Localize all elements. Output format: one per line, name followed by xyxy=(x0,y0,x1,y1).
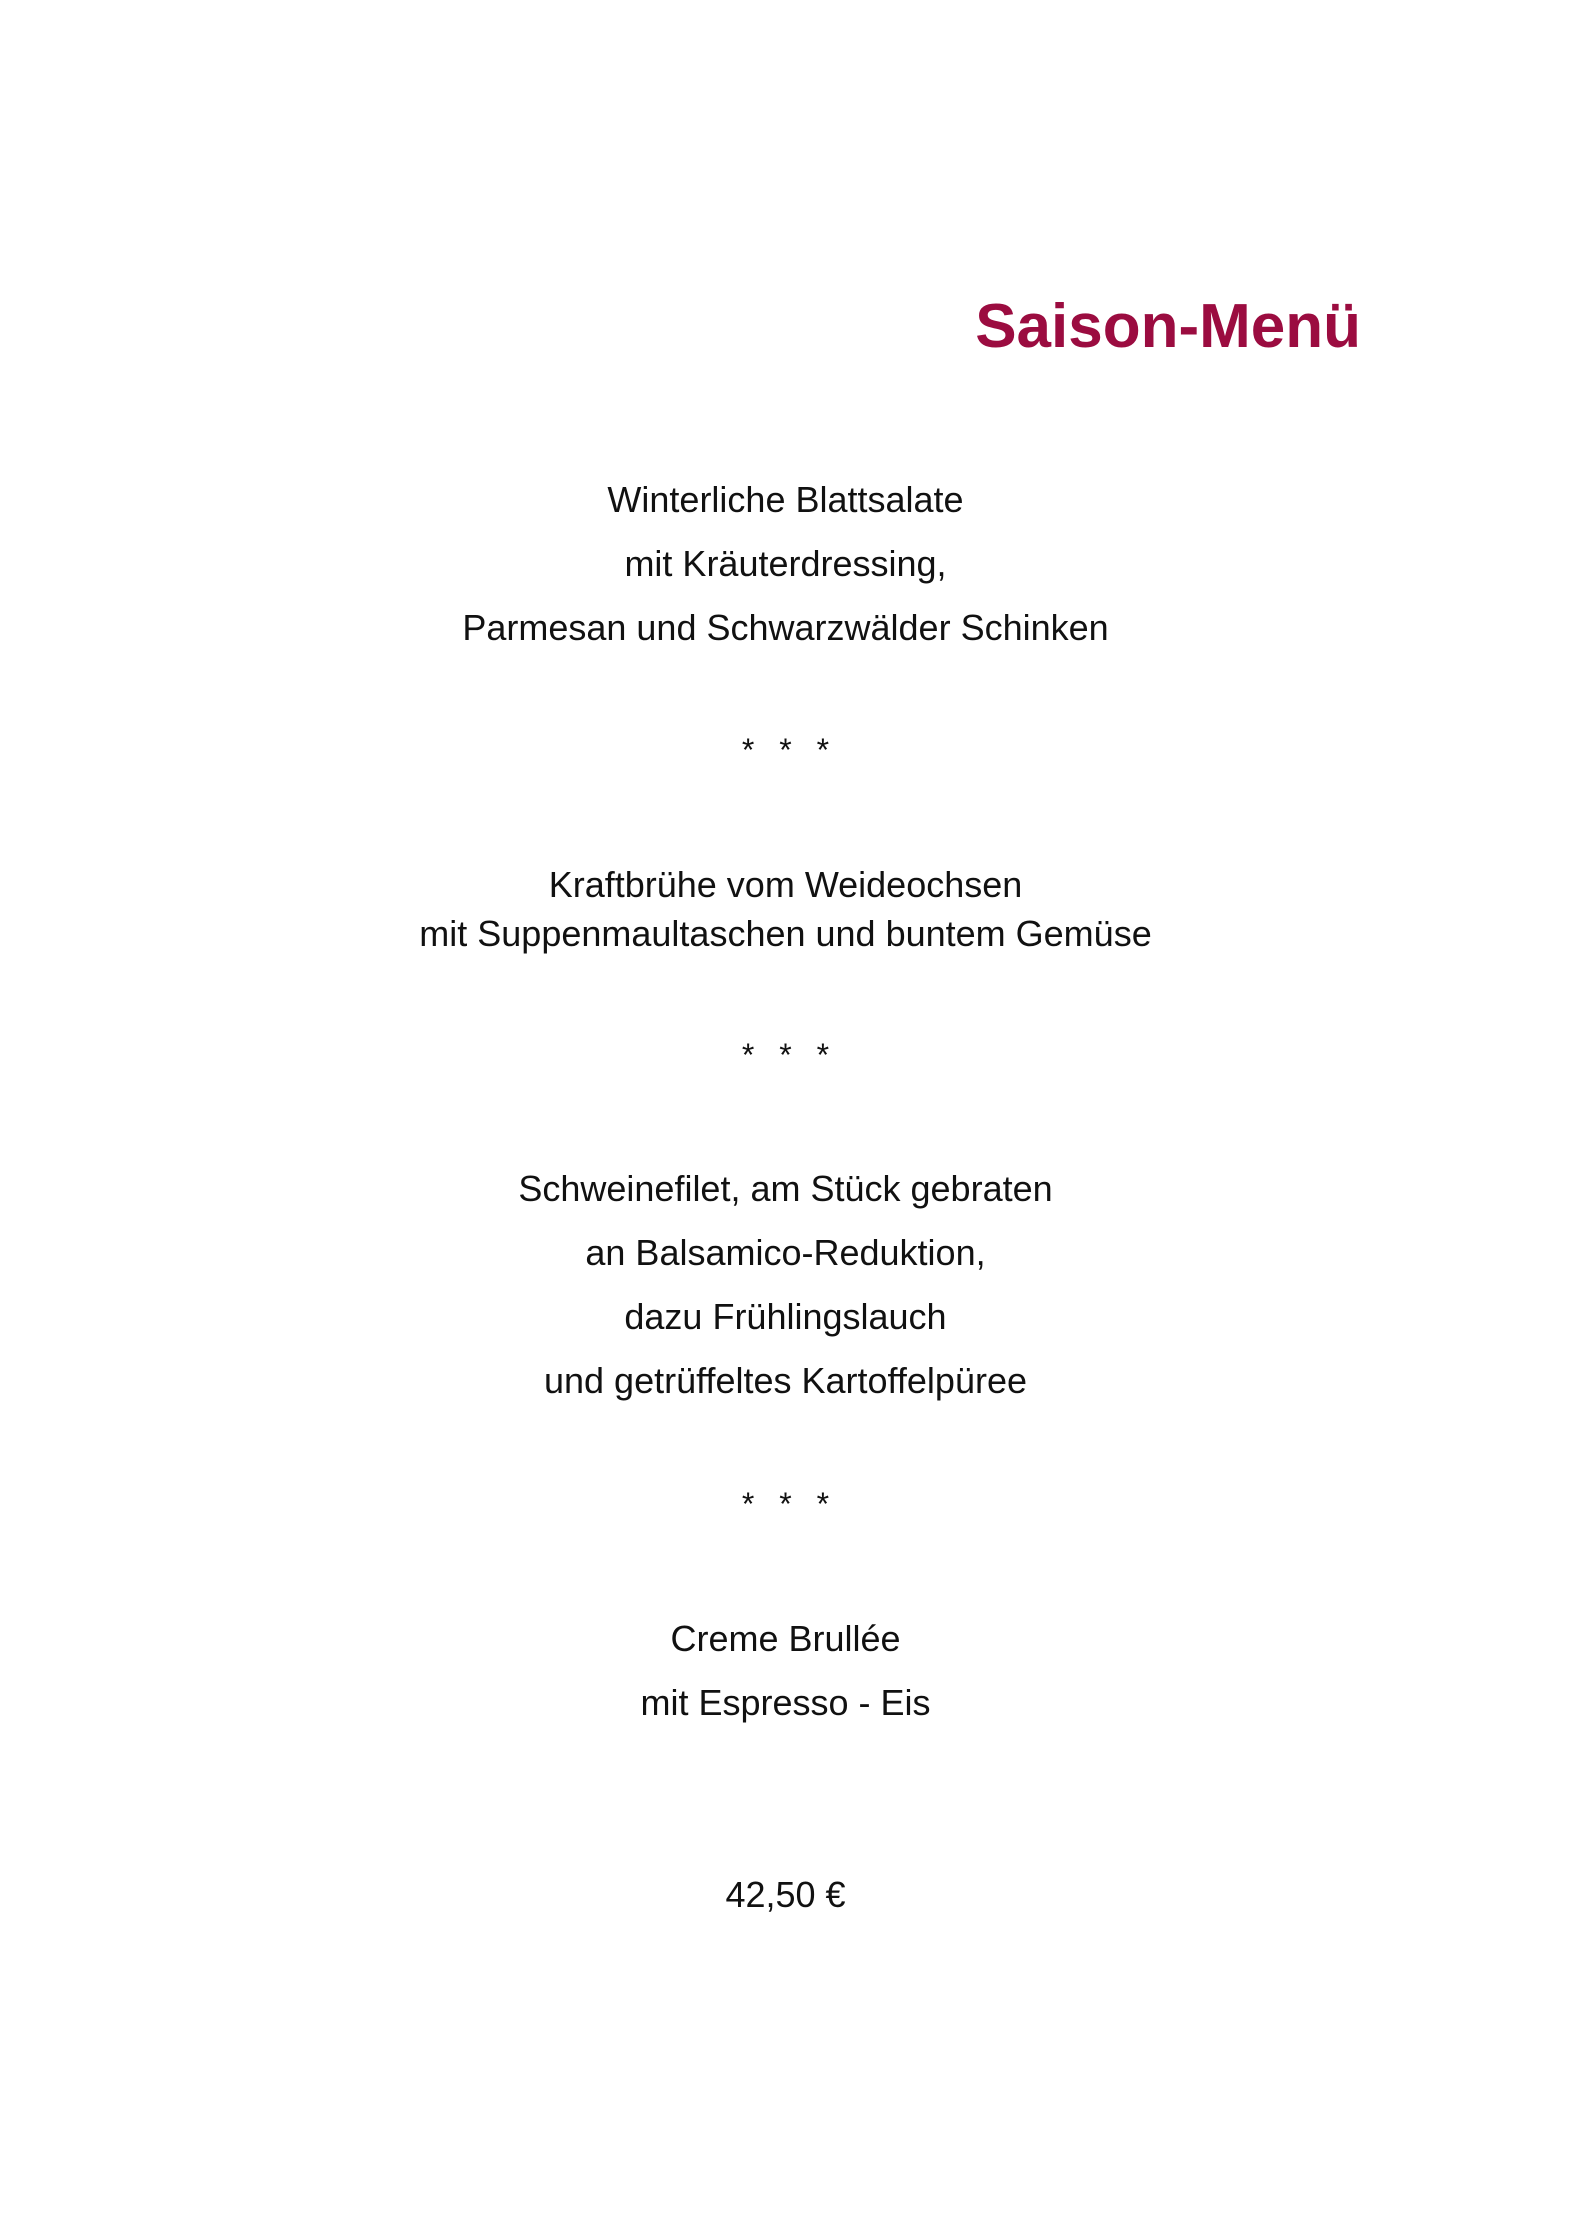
menu-price: 42,50 € xyxy=(725,1874,846,1915)
page-title: Saison-Menü xyxy=(975,292,1361,361)
course-1-line-2: mit Kräuterdressing, xyxy=(624,543,947,584)
course-3-line-1: Schweinefilet, am Stück gebraten xyxy=(518,1168,1053,1209)
course-2-line-2: mit Suppenmaultaschen und buntem Gemüse xyxy=(419,913,1152,954)
course-separator-1: * * * xyxy=(741,732,838,768)
course-3-line-2: an Balsamico-Reduktion, xyxy=(585,1232,986,1273)
course-4-line-1: Creme Brullée xyxy=(670,1618,901,1659)
course-3-line-3: dazu Frühlingslauch xyxy=(624,1296,947,1337)
course-2-line-1: Kraftbrühe vom Weideochsen xyxy=(548,864,1023,905)
course-separator-3: * * * xyxy=(741,1486,838,1522)
course-3-line-4: und getrüffeltes Kartoffelpüree xyxy=(543,1360,1027,1401)
course-4-line-2: mit Espresso - Eis xyxy=(640,1682,931,1723)
course-separator-2: * * * xyxy=(741,1037,838,1073)
course-1-line-1: Winterliche Blattsalate xyxy=(607,479,964,520)
course-1-line-3: Parmesan und Schwarzwälder Schinken xyxy=(462,607,1109,648)
